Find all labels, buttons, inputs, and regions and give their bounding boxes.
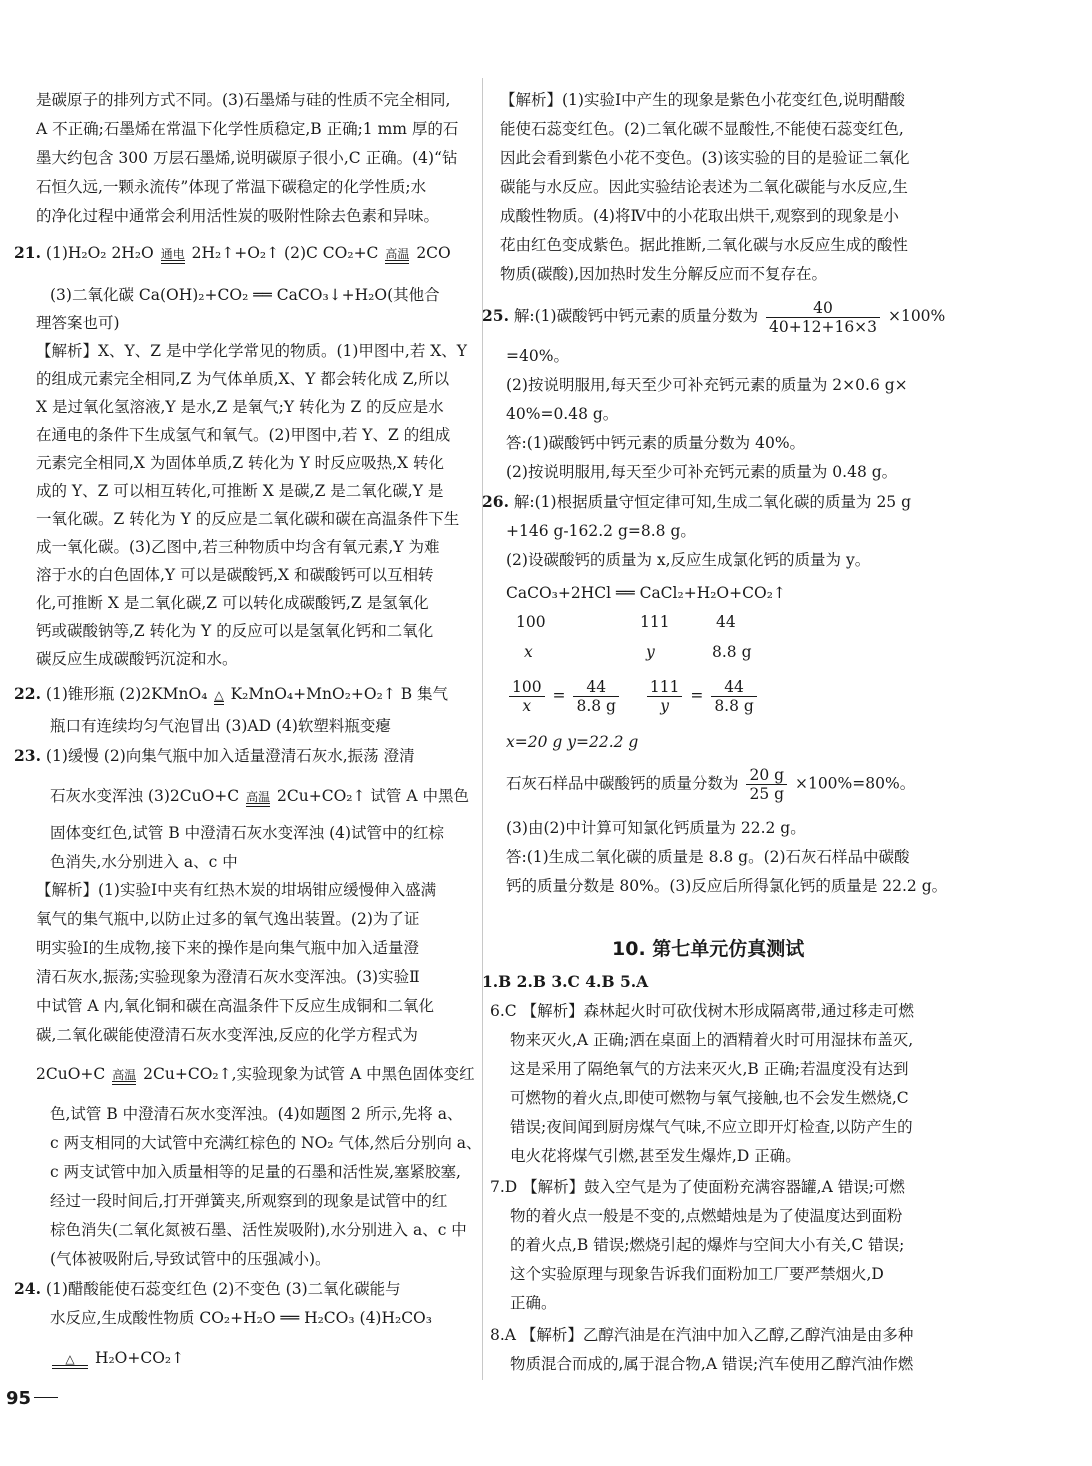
- analysis-line: 碳反应生成碳酸钙沉淀和水。: [36, 650, 238, 668]
- fraction: $\frac{111}{y}$: [647, 678, 683, 715]
- text-line: (2)设碳酸钙的质量为 x,反应生成氯化钙的质量为 y。: [506, 551, 871, 569]
- analysis-line: 8.A 【解析】乙醇汽油是在汽油中加入乙醇,乙醇汽油是由多种: [490, 1326, 914, 1344]
- text-line: 是碳原子的排列方式不同。(3)石墨烯与硅的性质不完全相同,: [36, 91, 451, 109]
- analysis-line: 这个实验原理与现象告诉我们面粉加工厂要严禁烟火,D: [510, 1265, 884, 1283]
- analysis-line: 溶于水的白色固体,Y 可以是碳酸钙,X 和碳酸钙可以互相转: [36, 566, 434, 584]
- text-line: 理答案也可): [36, 314, 120, 332]
- analysis-line: 中试管 A 内,氧化铜和碳在高温条件下反应生成铜和二氧化: [36, 997, 434, 1015]
- equation-line: 2CuO+C 高温 2Cu+CO₂↑,实验现象为试管 A 中黑色固体变红: [36, 1065, 475, 1083]
- text-line: A 不正确;石墨烯在常温下化学性质稳定,B 正确;1 mm 厚的石: [36, 120, 459, 138]
- analysis-line: c 两支试管中加入质量相等的足量的石墨和活性炭,塞紧胶塞,: [50, 1163, 461, 1181]
- question-number: 22.: [14, 684, 41, 703]
- analysis-line: 碳,二氧化碳能使澄清石灰水变浑浊,反应的化学方程式为: [36, 1026, 418, 1044]
- text-line: 固体变红色,试管 B 中澄清石灰水变浑浊 (4)试管中的红棕: [50, 824, 445, 842]
- text-line: 墨大约包含 300 万层石墨烯,说明碳原子很小,C 正确。(4)“钻: [36, 149, 458, 167]
- text-line: =40%。: [506, 347, 569, 365]
- analysis-line: 这是采用了隔绝氧气的方法来灭火,B 正确;若温度没有达到: [510, 1060, 909, 1078]
- solution-line: x=20 g y=22.2 g: [506, 733, 639, 751]
- question-23-answer: 23. (1)缓慢 (2)向集气瓶中加入适量澄清石灰水,振荡 澄清: [14, 746, 415, 765]
- fraction: $\frac{40}{40+12+16\times 3}$: [766, 299, 880, 336]
- analysis-line: 物质(碳酸),因加热时发生分解反应而不复存在。: [500, 265, 828, 283]
- analysis-line: 【解析】X、Y、Z 是中学化学常见的物质。(1)甲图中,若 X、Y: [36, 342, 468, 360]
- reaction-condition: 高温: [385, 248, 409, 264]
- analysis-line: 的着火点,B 错误;燃烧引起的爆炸与空间大小有关,C 错误;: [510, 1236, 905, 1254]
- analysis-line: 7.D 【解析】鼓入空气是为了使面粉充满容器罐,A 错误;可燃: [490, 1178, 905, 1196]
- analysis-line: 成一氧化碳。(3)乙图中,若三种物质中均含有氧元素,Y 为难: [36, 538, 440, 556]
- column-divider: [482, 78, 483, 1380]
- text-line: 钙的质量分数是 80%。(3)反应后所得氯化钙的质量是 22.2 g。: [506, 877, 948, 895]
- analysis-line: 正确。: [510, 1294, 557, 1312]
- analysis-line: X 是过氧化氢溶液,Y 是水,Z 是氧气;Y 转化为 Z 的反应是水: [36, 398, 444, 416]
- text-line: (3)由(2)中计算可知氯化钙质量为 22.2 g。: [506, 819, 806, 837]
- reaction-condition: 通电: [161, 248, 185, 264]
- analysis-line: 能使石蕊变红色。(2)二氧化碳不显酸性,不能使石蕊变红色,: [500, 120, 904, 138]
- reaction-condition: 高温: [112, 1069, 136, 1085]
- question-number: 25.: [482, 306, 509, 325]
- text-line: 石恒久远,一颗永流传”体现了常温下碳稳定的化学性质;水: [36, 178, 427, 196]
- analysis-line: 【解析】(1)实验Ⅰ中夹有红热木炭的坩埚钳应缓慢伸入盛满: [36, 881, 437, 899]
- analysis-line: 化,可推断 X 是二氧化碳,Z 可以转化成碳酸钙,Z 是氢氧化: [36, 594, 429, 612]
- text-line: 40%=0.48 g。: [506, 405, 619, 423]
- question-number: 24.: [14, 1279, 41, 1298]
- fraction: $\frac{44}{8.8 g}$: [711, 678, 757, 715]
- reaction-condition: △: [52, 1353, 88, 1369]
- question-number: 23.: [14, 746, 41, 765]
- analysis-line: 物质混合而成的,属于混合物,A 错误;汽车使用乙醇汽油作燃: [510, 1355, 914, 1373]
- molar-mass: 44: [716, 613, 736, 631]
- text-line: (2)按说明服用,每天至少可补充钙元素的质量为 0.48 g。: [506, 463, 898, 481]
- page-number-dash: [34, 1397, 58, 1398]
- analysis-line: 可燃物的着火点,即使可燃物与氧气接触,也不会发生燃烧,C: [510, 1089, 909, 1107]
- molar-mass: 100: [516, 613, 546, 631]
- analysis-line: 钙或碳酸钠等,Z 转化为 Y 的反应可以是氢氧化钙和二氧化: [36, 622, 434, 640]
- text-line: 答:(1)碳酸钙中钙元素的质量分数为 40%。: [506, 434, 806, 452]
- section-title: 10. 第七单元仿真测试: [612, 938, 805, 960]
- text-line: (2)按说明服用,每天至少可补充钙元素的质量为 2×0.6 g×: [506, 376, 908, 394]
- variable: x: [524, 643, 533, 661]
- fraction: $\frac{44}{8.8 g}$: [573, 678, 619, 715]
- ratio-equation: $\frac{100}{x}$ = $\frac{44}{8.8 g}$ $\frac{111}{y}$ = $\frac{44}{8.8 g}$: [506, 678, 760, 715]
- analysis-line: 清石灰水,振荡;实验现象为澄清石灰水变浑浊。(3)实验Ⅱ: [36, 968, 420, 986]
- analysis-line: 【解析】(1)实验Ⅰ中产生的现象是紫色小花变红色,说明醋酸: [500, 91, 906, 109]
- variable: y: [646, 643, 655, 661]
- analysis-line: 碳能与水反应。因此实验结论表述为二氧化碳能与水反应,生: [500, 178, 908, 196]
- analysis-line: 电火花将煤气引燃,甚至发生爆炸,D 正确。: [510, 1147, 801, 1165]
- fraction: $\frac{20 g}{25 g}$: [746, 766, 787, 803]
- analysis-line: 物的着火点一般是不变的,点燃蜡烛是为了使温度达到面粉: [510, 1207, 903, 1225]
- analysis-line: (气体被吸附后,导致试管中的压强减小)。: [50, 1250, 331, 1268]
- text-line: 答:(1)生成二氧化碳的质量是 8.8 g。(2)石灰石样品中碳酸: [506, 848, 910, 866]
- text-line: 色消失,水分别进入 a、c 中: [50, 853, 238, 871]
- text-line: 瓶口有连续均匀气泡冒出 (3)AD (4)软塑料瓶变瘪: [50, 717, 391, 735]
- analysis-line: 的组成元素完全相同,Z 为气体单质,X、Y 都会转化成 Z,所以: [36, 370, 450, 388]
- analysis-line: 物来灭火,A 正确;洒在桌面上的酒精着火时可用湿抹布盖灭,: [510, 1031, 914, 1049]
- analysis-line: 成的 Y、Z 可以相互转化,可推断 X 是碳,Z 是二氧化碳,Y 是: [36, 482, 444, 500]
- analysis-line: 元素完全相同,X 为固体单质,Z 转化为 Y 时反应吸热,X 转化: [36, 454, 444, 472]
- equation-line: △ H₂O+CO₂↑: [50, 1348, 184, 1369]
- fraction: $\frac{100}{x}$: [509, 678, 545, 715]
- variable: 8.8 g: [712, 643, 752, 661]
- page-number: 95: [6, 1388, 32, 1409]
- analysis-line: 氧气的集气瓶中,以防止过多的氧气逸出装置。(2)为了证: [36, 910, 420, 928]
- question-24-answer: 24. (1)醋酸能使石蕊变红色 (2)不变色 (3)二氧化碳能与: [14, 1279, 401, 1298]
- analysis-line: 明实验Ⅰ的生成物,接下来的操作是向集气瓶中加入适量澄: [36, 939, 420, 957]
- analysis-line: 成酸性物质。(4)将Ⅳ中的小花取出烘干,观察到的现象是小: [500, 207, 899, 225]
- question-number: 26.: [482, 492, 509, 511]
- reaction-condition: △: [214, 689, 223, 705]
- chemical-equation: CaCO₃+2HCl ══ CaCl₂+H₂O+CO₂↑: [506, 584, 786, 602]
- analysis-line: 在通电的条件下生成氢气和氧气。(2)甲图中,若 Y、Z 的组成: [36, 426, 451, 444]
- analysis-line: 色,试管 B 中澄清石灰水变浑浊。(4)如题图 2 所示,先将 a、: [50, 1105, 463, 1123]
- analysis-line: 因此会看到紫色小花不变色。(3)该实验的目的是验证二氧化: [500, 149, 910, 167]
- reaction-condition: 高温: [246, 791, 270, 807]
- question-21-answer: 21. (1)H₂O₂ 2H₂O 通电 2H₂↑+O₂↑ (2)C CO₂+C 高温 2CO: [14, 243, 451, 262]
- text-line: 石灰水变浑浊 (3)2CuO+C 高温 2Cu+CO₂↑ 试管 A 中黑色: [50, 787, 469, 805]
- analysis-line: 6.C 【解析】森林起火时可砍伐树木形成隔离带,通过移走可燃: [490, 1002, 915, 1020]
- question-22-answer: 22. (1)锥形瓶 (2)2KMnO₄ △ K₂MnO₄+MnO₂+O₂↑ B 集气: [14, 684, 449, 703]
- text-line: (3)二氧化碳 Ca(OH)₂+CO₂ ══ CaCO₃↓+H₂O(其他合: [50, 286, 440, 304]
- question-number: 21.: [14, 243, 41, 262]
- analysis-line: 一氧化碳。Z 转化为 Y 的反应是二氧化碳和碳在高温条件下生: [36, 510, 460, 528]
- analysis-line: 经过一段时间后,打开弹簧夹,所观察到的现象是试管中的红: [50, 1192, 448, 1210]
- text-line: 水反应,生成酸性物质 CO₂+H₂O ══ H₂CO₃ (4)H₂CO₃: [50, 1309, 432, 1327]
- analysis-line: 错误;夜间闻到厨房煤气气味,不应立即开灯检查,以防产生的: [510, 1118, 913, 1136]
- question-25-answer: 25. 解:(1)碳酸钙中钙元素的质量分数为 $\frac{40}{40+12+16\times 3}$ ×100%: [482, 298, 946, 336]
- text-line: +146 g-162.2 g=8.8 g。: [506, 522, 696, 540]
- analysis-line: c 两支相同的大试管中充满红棕色的 NO₂ 气体,然后分别向 a、: [50, 1134, 482, 1152]
- multiple-choice-answers: 1.B 2.B 3.C 4.B 5.A: [482, 972, 649, 991]
- question-26-answer: 26. 解:(1)根据质量守恒定律可知,生成二氧化碳的质量为 25 g: [482, 492, 912, 511]
- analysis-line: 花由红色变成紫色。据此推断,二氧化碳与水反应生成的酸性: [500, 236, 908, 254]
- molar-mass: 111: [640, 613, 670, 631]
- text-line: 的净化过程中通常会利用活性炭的吸附性除去色素和异味。: [36, 207, 440, 225]
- analysis-line: 棕色消失(二氧化氮被石墨、活性炭吸附),水分别进入 a、c 中: [50, 1221, 467, 1239]
- percent-line: 石灰石样品中碳酸钙的质量分数为 $\frac{20 g}{25 g}$ ×100%=80%。: [506, 766, 916, 803]
